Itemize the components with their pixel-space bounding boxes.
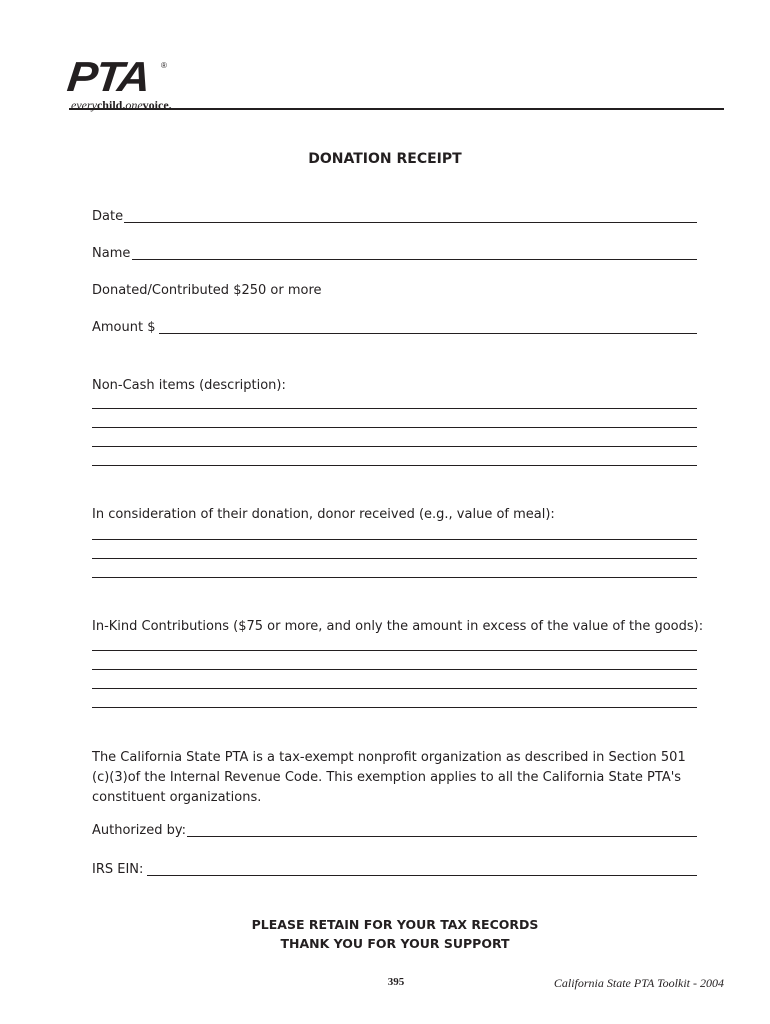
in-kind-line[interactable] [92,669,697,670]
irs-ein-line[interactable] [147,875,697,876]
page-number: 395 [387,976,405,988]
non-cash-label: Non-Cash items (description): [92,378,286,393]
donated-contributed-label: Donated/Contributed $250 or more [92,283,322,298]
in-kind-line[interactable] [92,707,697,708]
authorized-by-label: Authorized by: [92,823,186,838]
pta-logo: PTA [65,53,152,100]
non-cash-line[interactable] [92,427,697,428]
non-cash-line[interactable] [92,408,697,409]
consideration-label: In consideration of their donation, donor received (e.g., value of meal): [92,507,555,522]
in-kind-line[interactable] [92,650,697,651]
irs-ein-label: IRS EIN: [92,862,144,877]
tagline-voice: voice. [142,98,172,112]
consideration-line[interactable] [92,577,697,578]
registered-mark: ® [161,61,167,70]
footer-source: California State PTA Toolkit - 2004 [553,976,724,990]
tagline-every: every [71,98,97,112]
tagline-one: one [125,98,143,112]
header-rule [69,108,724,110]
amount-label: Amount $ [92,320,156,335]
consideration-line[interactable] [92,539,697,540]
non-cash-line[interactable] [92,465,697,466]
in-kind-label: In-Kind Contributions ($75 or more, and only the amount in excess of the value of the goods): [92,619,704,634]
in-kind-line[interactable] [92,688,697,689]
authorized-by-line[interactable] [187,836,697,837]
consideration-line[interactable] [92,558,697,559]
date-label: Date [92,209,124,224]
name-line[interactable] [132,259,697,260]
date-line[interactable] [124,222,697,223]
amount-line[interactable] [159,333,697,334]
thank-you-notice: THANK YOU FOR YOUR SUPPORT [280,936,510,951]
retain-records-notice: PLEASE RETAIN FOR YOUR TAX RECORDS [251,917,539,932]
page-title: DONATION RECEIPT [308,151,462,167]
non-cash-line[interactable] [92,446,697,447]
tagline-child: child. [96,98,126,112]
tax-exempt-statement: The California State PTA is a tax-exempt nonprofit organization as described in Section 501 (c)(3)of the Internal Revenue Code. This exemption applies to all the California State PTA's constituent organizations. [92,750,686,805]
name-label: Name [92,246,131,261]
